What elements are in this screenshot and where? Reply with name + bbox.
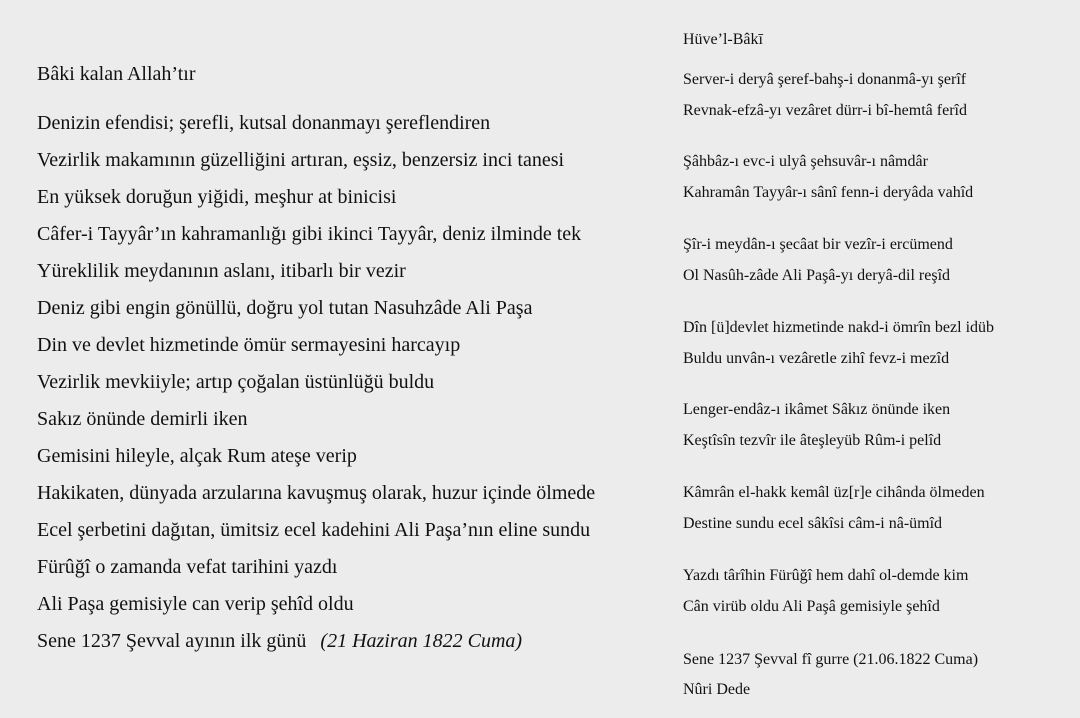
- translation-line: Din ve devlet hizmetinde ömür sermayesini harcayıp: [37, 334, 461, 356]
- translation-line: Vezirlik makamının güzelliğini artıran, eşsiz, benzersiz inci tanesi: [37, 149, 565, 171]
- verse-line: Server-i deryâ şeref-bahş-i donanmâ-yı şerîf: [683, 71, 967, 88]
- right-title: Hüve’l-Bâkī: [683, 31, 763, 48]
- date-line-text: Sene 1237 Şevval ayının ilk günü: [37, 630, 307, 652]
- translation-line: Fürûğî o zamanda vefat tarihini yazdı: [37, 556, 338, 578]
- verse-line: Buldu unvân-ı vezâretle zihî fevz-i mezîd: [683, 350, 950, 367]
- author-signature: Nûri Dede: [683, 681, 751, 698]
- translation-line: Sakız önünde demirli iken: [37, 408, 248, 430]
- translation-line: Hakikaten, dünyada arzularına kavuşmuş olarak, huzur içinde ölmede: [37, 482, 596, 504]
- footer-date-line: Sene 1237 Şevval fî gurre (21.06.1822 Cuma): [683, 651, 979, 668]
- verse-line: Dîn [ü]devlet hizmetinde nakd-i ömrîn bezl idüb: [683, 319, 995, 336]
- date-line: [37, 629, 522, 653]
- verse-line: Cân virüb oldu Ali Paşâ gemisiyle şehîd: [683, 598, 940, 615]
- verse-line: Keştîsîn tezvîr ile âteşleyüb Rûm-i pelîd: [683, 432, 942, 449]
- left-title: Bâki kalan Allah’tır: [37, 63, 196, 85]
- verse-line: Destine sundu ecel sâkîsi câm-i nâ-ümîd: [683, 515, 943, 532]
- translation-line: Denizin efendisi; şerefli, kutsal donanmayı şereflendiren: [37, 112, 491, 134]
- translation-line: Ali Paşa gemisiyle can verip şehîd oldu: [37, 593, 354, 615]
- translation-line: Vezirlik mevkiiyle; artıp çoğalan üstünlüğü buldu: [37, 371, 435, 393]
- date-line-italic: (21 Haziran 1822 Cuma): [320, 630, 523, 652]
- translation-line: Yüreklilik meydanının aslanı, itibarlı bir vezir: [37, 260, 406, 282]
- translation-line: Gemisini hileyle, alçak Rum ateşe verip: [37, 445, 357, 467]
- verse-line: Şâhbâz-ı evc-i ulyâ şehsuvâr-ı nâmdâr: [683, 153, 928, 170]
- translation-line: Câfer-i Tayyâr’ın kahramanlığı gibi ikinci Tayyâr, deniz ilminde tek: [37, 223, 582, 245]
- verse-line: Ol Nasûh-zâde Ali Paşâ-yı deryâ-dil reşîd: [683, 267, 951, 284]
- translation-line: En yüksek doruğun yiğidi, meşhur at binicisi: [37, 186, 397, 208]
- verse-line: Şîr-i meydân-ı şecâat bir vezîr-i ercümend: [683, 236, 953, 253]
- verse-line: Kahramân Tayyâr-ı sânî fenn-i deryâda vahîd: [683, 184, 974, 201]
- verse-line: Revnak-efzâ-yı vezâret dürr-i bî-hemtâ ferîd: [683, 102, 967, 119]
- verse-line: Lenger-endâz-ı ikâmet Sâkız önünde iken: [683, 401, 951, 418]
- translation-line: Deniz gibi engin gönüllü, doğru yol tutan Nasuhzâde Ali Paşa: [37, 297, 533, 319]
- verse-line: Yazdı târîhin Fürûğî hem dahî ol-demde kim: [683, 567, 969, 584]
- verse-line: Kâmrân el-hakk kemâl üz[r]e cihânda ölmeden: [683, 484, 985, 501]
- translation-line: Ecel şerbetini dağıtan, ümitsiz ecel kadehini Ali Paşa’nın eline sundu: [37, 519, 591, 541]
